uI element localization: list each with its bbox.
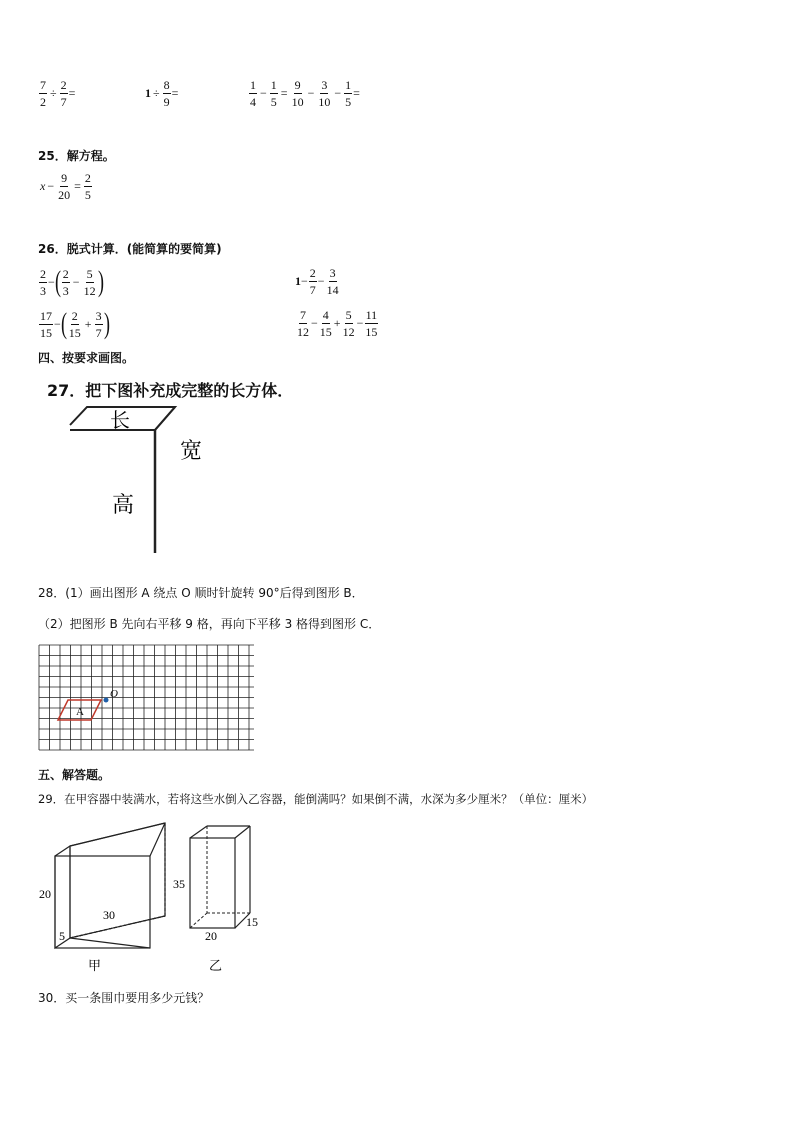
fraction: $\frac{3}{10}$ xyxy=(318,78,331,109)
question-28-line1: 28．(1）画出图形 A 绕点 O 顺时针旋转 90°后得到图形 B． xyxy=(38,586,364,600)
question-25-title: 25．解方程。 xyxy=(38,149,115,163)
jia-length: 30 xyxy=(103,908,115,922)
fraction: $\frac{5}{12}$ xyxy=(342,308,355,339)
grid-figure xyxy=(38,644,254,754)
point-o-label: O xyxy=(110,688,118,700)
fraction: $\frac{7}{2}$ xyxy=(40,78,46,109)
question-26-title: 26．脱式计算．(能简算的要简算) xyxy=(38,242,222,256)
shape-a-label: A xyxy=(76,706,84,718)
yi-width: 15 xyxy=(246,915,258,929)
container-yi xyxy=(173,826,258,973)
label-length: 长 xyxy=(110,410,130,432)
fraction: $\frac{17}{15}$ xyxy=(40,308,52,340)
equation-25: x − $\frac{9}{20}$ = $\frac{2}{5}$ xyxy=(40,171,91,202)
fraction: $\frac{7}{12}$ xyxy=(297,308,309,339)
fraction: $\frac{1}{5}$ xyxy=(345,78,352,109)
expr-26-4: $\frac{7}{12}$ − $\frac{4}{15}$ + $\frac{5}{12}$ − $\frac{11}{15}$ xyxy=(297,308,378,339)
fraction: $\frac{2}{7}$ xyxy=(60,78,67,109)
jia-name: 甲 xyxy=(88,958,102,973)
containers-figure xyxy=(35,818,275,978)
expr-24-2: 1 ÷ $\frac{8}{9}$ = xyxy=(145,78,179,109)
yi-length: 20 xyxy=(205,929,217,943)
fraction: $\frac{2}{3}$ xyxy=(40,266,46,298)
point-o xyxy=(104,698,109,703)
fraction: $\frac{3}{7}$ xyxy=(95,308,102,340)
grid-lines xyxy=(39,645,254,750)
question-27-title: 27．把下图补充成完整的长方体． xyxy=(47,381,294,400)
expr-24-3: $\frac{1}{4}$ − $\frac{1}{5}$ = $\frac{9}{10}$ − $\frac{3}{10}$ − $\frac{1}{5}$ = xyxy=(250,78,360,109)
fraction: $\frac{4}{15}$ xyxy=(319,308,332,339)
width-edge xyxy=(155,407,175,430)
yi-name: 乙 xyxy=(209,958,223,973)
fraction: $\frac{3}{14}$ xyxy=(326,266,339,297)
fraction: $\frac{1}{4}$ xyxy=(250,78,256,109)
label-width: 宽 xyxy=(180,438,203,463)
question-29-title: 29．在甲容器中装满水，若将这些水倒入乙容器，能倒满吗？如果倒不满，水深为多少厘米？（单位：厘米） xyxy=(38,792,594,806)
yi-height: 35 xyxy=(173,877,185,891)
expr-26-1: $\frac{2}{3}$ − ( $\frac{2}{3}$ − $\frac{5}{12}$ ) xyxy=(40,265,104,298)
expr-24-1: $\frac{7}{2}$ ÷ $\frac{2}{7}$ = xyxy=(40,78,76,109)
fraction: $\frac{2}{3}$ xyxy=(62,266,69,298)
question-28-line2: （2）把图形 B 先向右平移 9 格，再向下平移 3 格得到图形 C． xyxy=(38,617,381,631)
fraction: $\frac{9}{20}$ xyxy=(58,171,71,202)
expr-26-2: 1 − $\frac{2}{7}$ − $\frac{3}{14}$ xyxy=(295,266,339,297)
jia-width: 5 xyxy=(59,929,65,943)
cuboid-partial-figure xyxy=(65,405,225,555)
fraction: $\frac{5}{12}$ xyxy=(83,266,96,298)
question-30-title: 30．买一条围巾要用多少元钱？ xyxy=(38,991,210,1005)
fraction: $\frac{9}{10}$ xyxy=(291,78,304,109)
fraction: $\frac{2}{15}$ xyxy=(68,308,81,340)
fraction: $\frac{11}{15}$ xyxy=(365,308,378,339)
fraction: $\frac{8}{9}$ xyxy=(163,78,170,109)
fraction: $\frac{2}{7}$ xyxy=(309,266,316,297)
expr-26-3: $\frac{17}{15}$ − ( $\frac{2}{15}$ + $\frac{3}{7}$ ) xyxy=(40,307,110,340)
fraction: $\frac{1}{5}$ xyxy=(270,78,277,109)
container-jia xyxy=(39,823,165,973)
fraction: $\frac{2}{5}$ xyxy=(84,171,91,202)
section-4-title: 四、按要求画图。 xyxy=(38,351,135,365)
section-5-title: 五、解答题。 xyxy=(38,768,111,782)
jia-height: 20 xyxy=(39,887,51,901)
label-height: 高 xyxy=(112,492,135,517)
